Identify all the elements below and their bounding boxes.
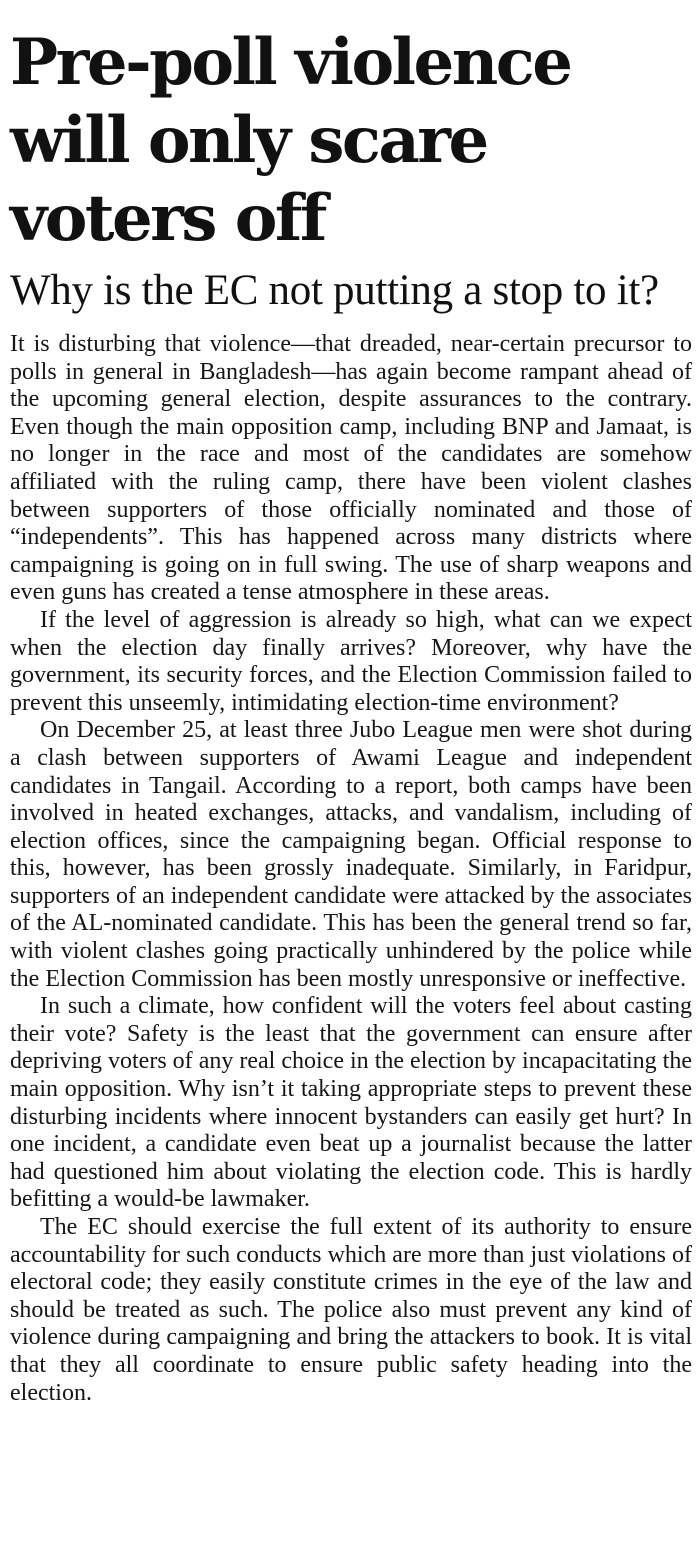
article-body [10, 331, 692, 1407]
paragraph-5: The EC should exercise the full extent of its authority to ensure accountability for such conducts which are more than just violations of electoral code; they easily constitute crimes in the eye of the law and should be treated as such. The police also must prevent any kind of violence during campaigning and bring the attackers to book. It is vital that they all coordinate to ensure public safety heading into the election. [10, 1214, 692, 1406]
paragraph-1: It is disturbing that violence—that dreaded, near-certain precursor to polls in general in Bangladesh—has again become rampant ahead of the upcoming general election, despite assurances to the contrary. Even though the main opposition camp, including BNP and Jamaat, is no longer in the race and most of the candidates are somehow affiliated with the ruling camp, there have been violent clashes between supporters of those officially nominated and those of “independents”. This has happened across many districts where campaigning is going on in full swing. The use of sharp weapons and even guns has created a tense atmosphere in these areas. [10, 331, 692, 606]
subheadline: Why is the EC not putting a stop to it? [10, 267, 659, 314]
headline: Pre-poll violence will only scare voters off [10, 25, 571, 256]
paragraph-3: On December 25, at least three Jubo League men were shot during a clash between supporters of Awami League and independent candidates in Tangail. According to a report, both camps have been involved in heated exchanges, attacks, and vandalism, including of election offices, since the campaigning began. Official response to this, however, has been grossly inadequate. Similarly, in Faridpur, supporters of an independent candidate were attacked by the associates of the AL-nominated candidate. This has been the general trend so far, with violent clashes going practically unhindered by the police while the Election Commission has been mostly unresponsive or ineffective. [10, 717, 692, 992]
paragraph-2: If the level of aggression is already so high, what can we expect when the election day finally arrives? Moreover, why have the government, its security forces, and the Election Commission failed to prevent this unseemly, intimidating election-time environment? [10, 606, 692, 716]
paragraph-4: In such a climate, how confident will the voters feel about casting their vote? Safety is the least that the government can ensure after depriving voters of any real choice in the election by incapacitating the main opposition. Why isn’t it taking appropriate steps to prevent these disturbing incidents where innocent bystanders can easily get hurt? In one incident, a candidate even beat up a journalist because the latter had questioned him about violating the election code. This is hardly befitting a would-be lawmaker. [10, 993, 692, 1213]
